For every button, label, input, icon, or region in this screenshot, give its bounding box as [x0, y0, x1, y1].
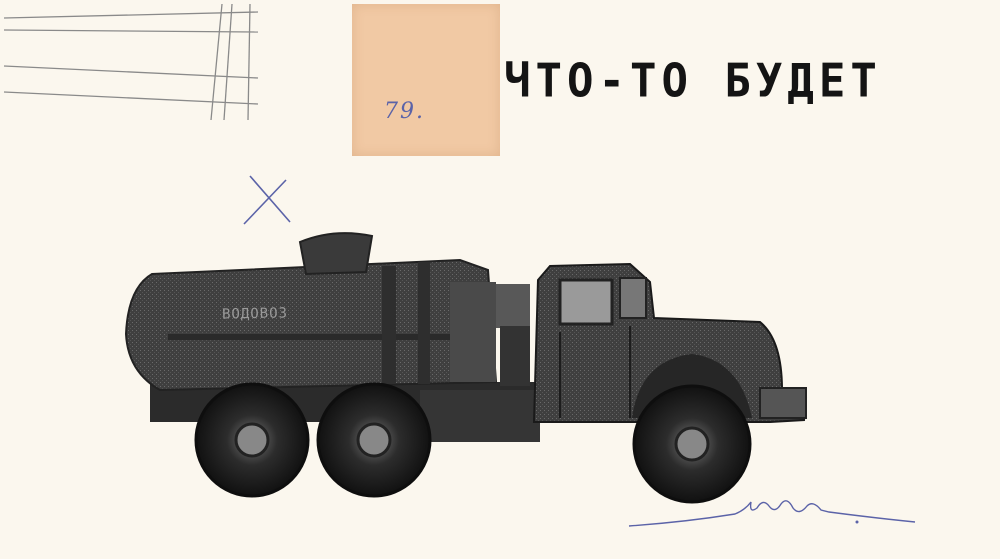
x-mark-icon: [240, 172, 296, 228]
ruled-lines: [0, 0, 270, 125]
signature-icon: [625, 492, 925, 536]
paper-scrap: [352, 4, 500, 156]
stencil-title: ЧТО-ТО БУДЕТ: [504, 54, 882, 109]
tank-inscription: ВОДОВОЗ: [221, 305, 289, 323]
handwritten-number: 79.: [384, 99, 425, 124]
tanker-truck-image: [120, 222, 810, 507]
